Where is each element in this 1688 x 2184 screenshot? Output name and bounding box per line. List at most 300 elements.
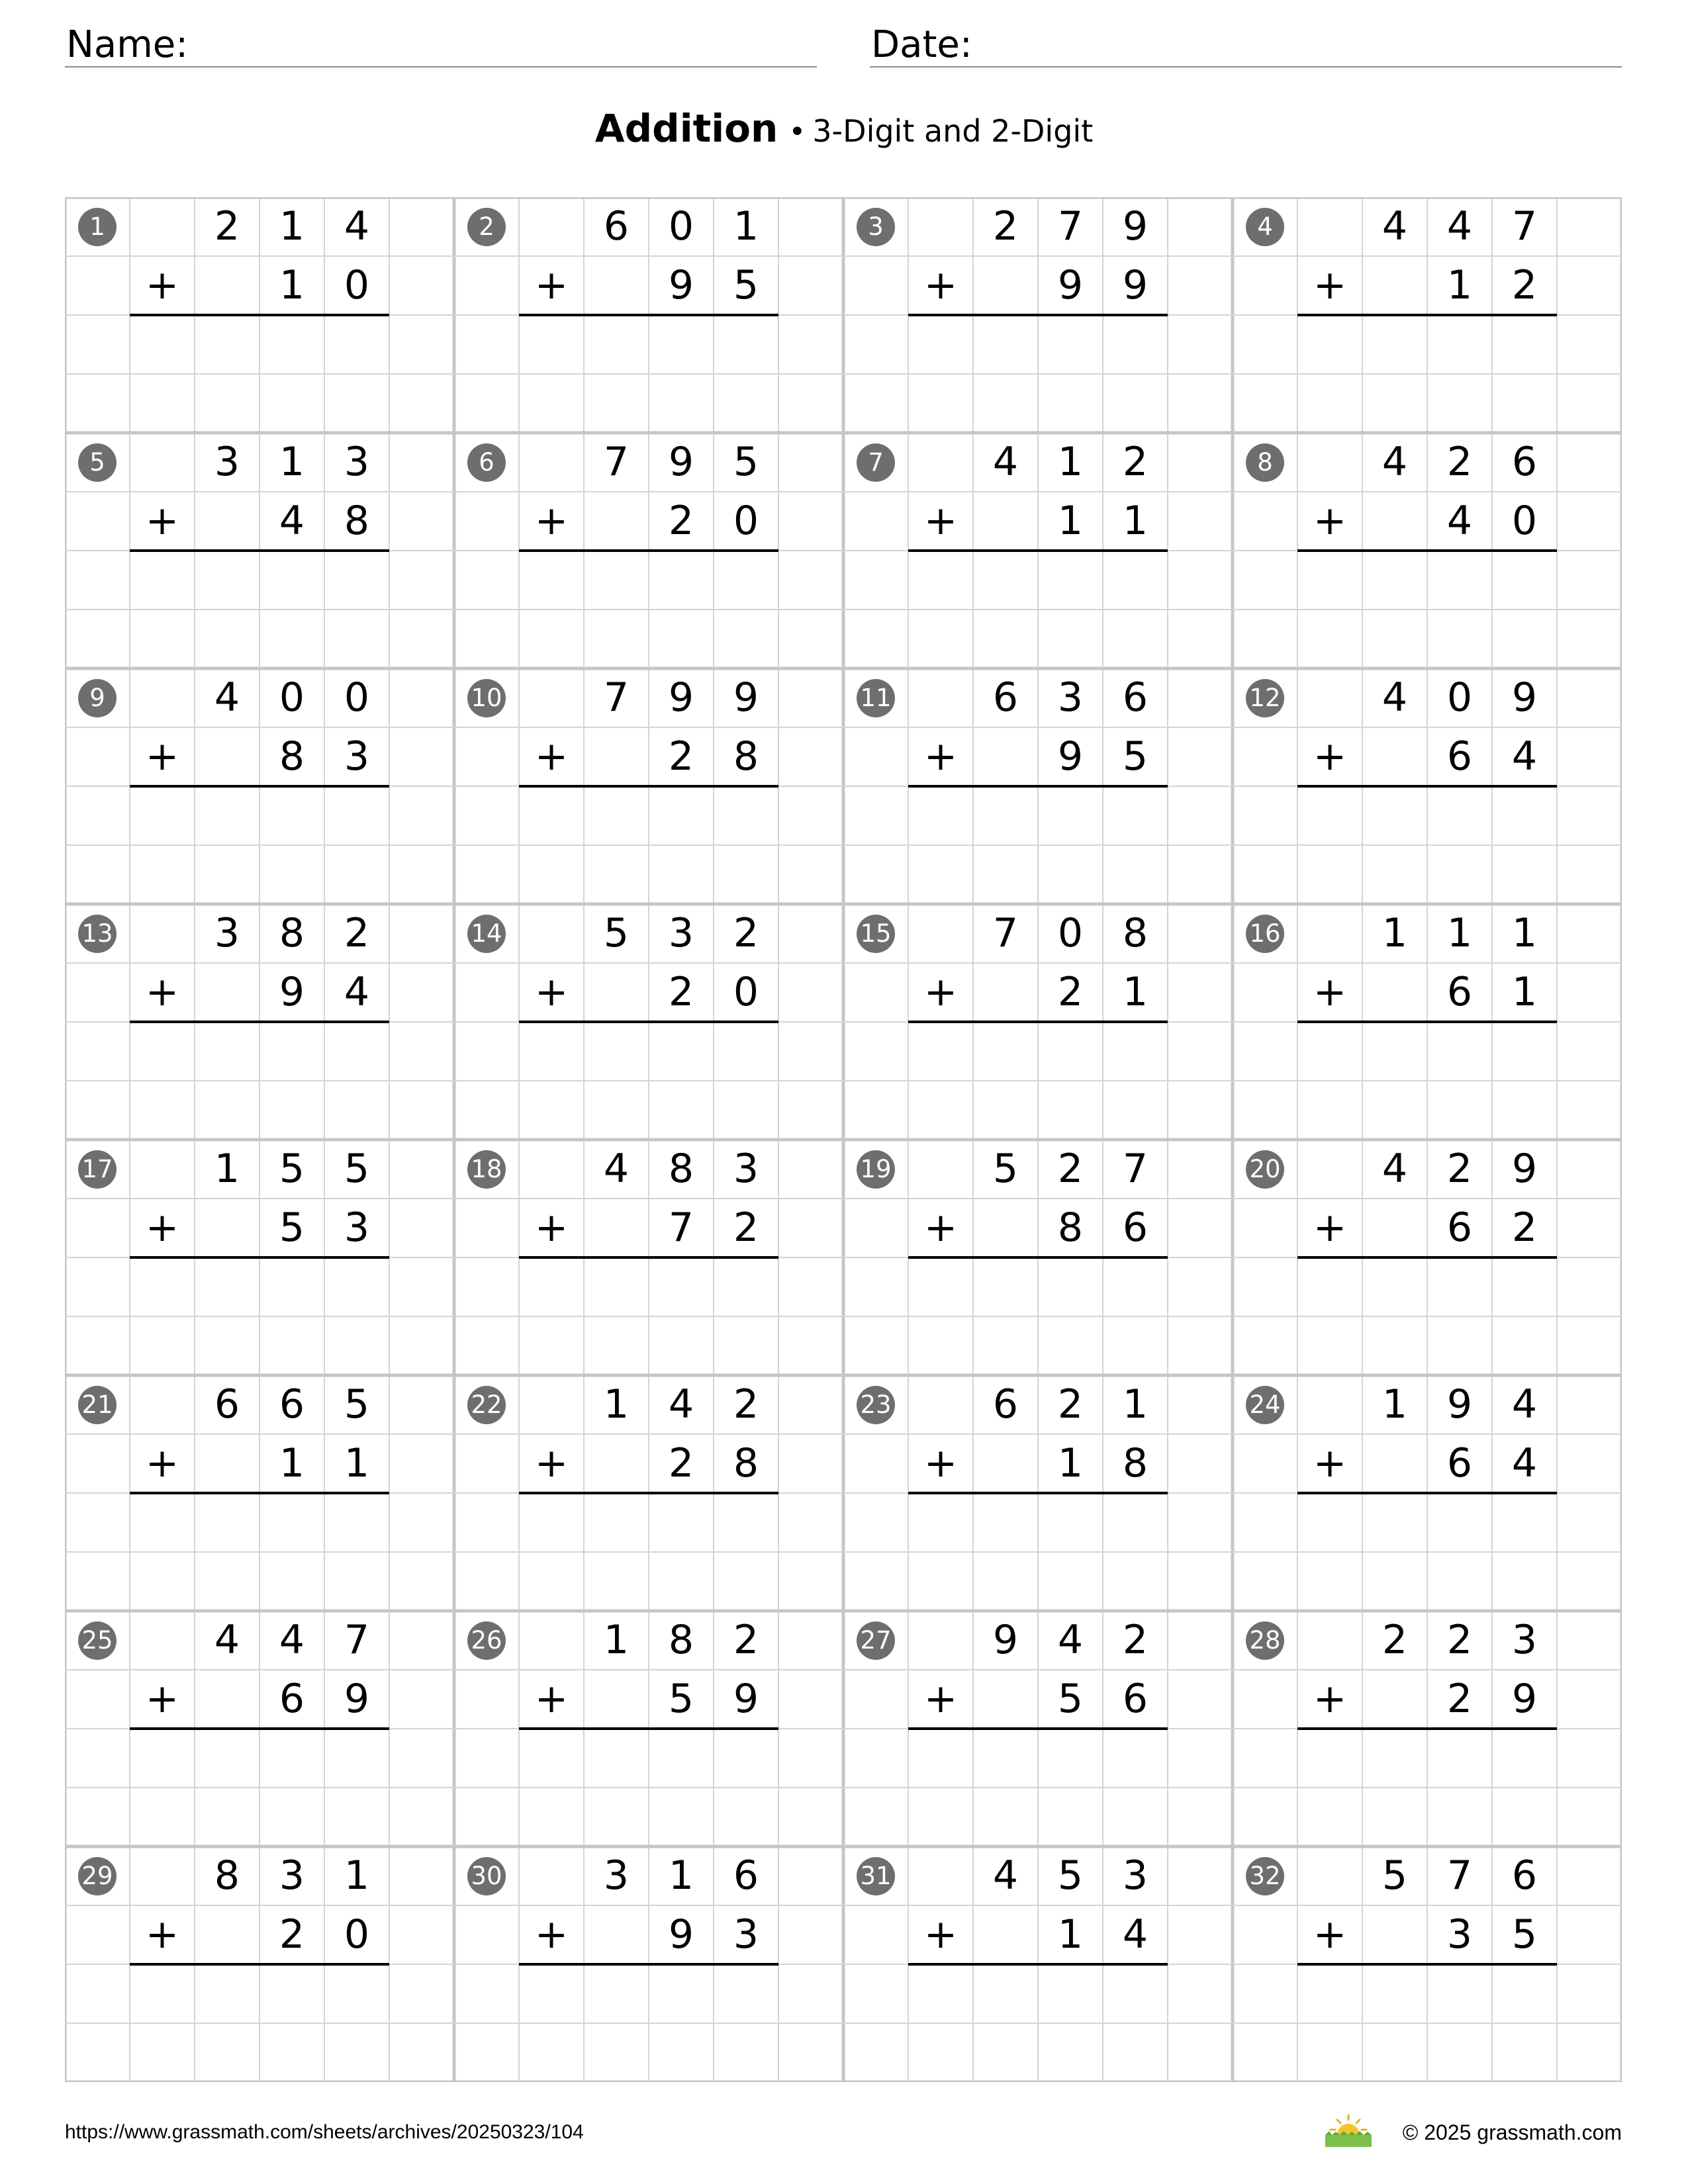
answer-cell[interactable] [1492, 553, 1557, 608]
answer-cell[interactable] [584, 553, 649, 608]
answer-cell[interactable] [324, 318, 389, 373]
title-main: Addition [594, 106, 778, 151]
problem-7 [843, 433, 1233, 668]
answer-cell[interactable] [1427, 1967, 1492, 2022]
problem-3 [843, 197, 1233, 433]
answer-cell[interactable] [1492, 789, 1557, 844]
problem-number-badge: 23 [857, 1386, 895, 1424]
bottom-digit: 2 [1057, 969, 1084, 1015]
top-digit: 5 [733, 439, 759, 485]
answer-cell[interactable] [324, 1967, 389, 2022]
answer-cell[interactable] [649, 1731, 714, 1786]
sum-line [130, 1256, 389, 1259]
sum-line [908, 1492, 1168, 1494]
answer-cell[interactable] [1297, 1024, 1362, 1079]
bottom-digit: 9 [1057, 262, 1084, 308]
answer-cell[interactable] [259, 1024, 324, 1079]
plus-sign: + [923, 733, 958, 780]
sum-line [519, 1727, 778, 1730]
top-digit: 1 [1122, 1381, 1149, 1428]
answer-cell[interactable] [1103, 318, 1168, 373]
top-digit: 9 [1446, 1381, 1473, 1428]
top-digit: 6 [279, 1381, 305, 1428]
bottom-digit: 2 [668, 969, 694, 1015]
plus-sign: + [145, 1205, 179, 1251]
bottom-digit: 8 [733, 733, 759, 780]
answer-cell[interactable] [1362, 553, 1427, 608]
answer-cell[interactable] [324, 1024, 389, 1079]
answer-cell[interactable] [519, 789, 584, 844]
answer-cell[interactable] [584, 1731, 649, 1786]
name-field[interactable] [65, 25, 817, 68]
answer-cell[interactable] [973, 1496, 1038, 1551]
top-digit: 2 [214, 203, 240, 250]
answer-cell[interactable] [1103, 789, 1168, 844]
top-digit: 4 [214, 674, 240, 721]
bottom-digit: 8 [1122, 1440, 1149, 1486]
answer-cell[interactable] [130, 553, 195, 608]
top-digit: 6 [733, 1852, 759, 1899]
top-digit: 1 [733, 203, 759, 250]
title-subtitle: 3-Digit and 2-Digit [812, 113, 1094, 149]
answer-cell[interactable] [519, 553, 584, 608]
answer-cell[interactable] [1362, 1731, 1427, 1786]
bottom-digit: 2 [1446, 1676, 1473, 1722]
top-digit: 3 [1511, 1617, 1538, 1663]
top-digit: 6 [1122, 674, 1149, 721]
answer-cell[interactable] [908, 1024, 973, 1079]
plus-sign: + [923, 1676, 958, 1722]
answer-cell[interactable] [195, 1967, 259, 2022]
answer-cell[interactable] [519, 1731, 584, 1786]
answer-cell[interactable] [519, 1024, 584, 1079]
answer-cell[interactable] [714, 318, 778, 373]
top-digit: 0 [279, 674, 305, 721]
answer-cell[interactable] [1492, 1496, 1557, 1551]
top-digit: 7 [603, 674, 630, 721]
answer-cell[interactable] [584, 318, 649, 373]
problem-number-badge: 21 [78, 1386, 117, 1424]
top-digit: 5 [344, 1381, 370, 1428]
answer-cell[interactable] [130, 1967, 195, 2022]
answer-cell[interactable] [1103, 1496, 1168, 1551]
top-digit: 1 [603, 1617, 630, 1663]
answer-cell[interactable] [1038, 1024, 1103, 1079]
sum-line [519, 1256, 778, 1259]
top-digit: 0 [1057, 910, 1084, 956]
bottom-digit: 8 [344, 498, 370, 544]
sum-line [130, 314, 389, 316]
answer-cell[interactable] [130, 318, 195, 373]
answer-cell[interactable] [973, 789, 1038, 844]
answer-cell[interactable] [584, 1024, 649, 1079]
sum-line [908, 314, 1168, 316]
bottom-digit: 8 [1057, 1205, 1084, 1251]
sum-line [908, 1256, 1168, 1259]
bottom-digit: 1 [279, 262, 305, 308]
plus-sign: + [1313, 1911, 1347, 1958]
sum-line [519, 549, 778, 552]
answer-cell[interactable] [908, 318, 973, 373]
top-digit: 2 [1122, 439, 1149, 485]
top-digit: 6 [214, 1381, 240, 1428]
bottom-digit: 4 [1511, 733, 1538, 780]
answer-cell[interactable] [130, 1024, 195, 1079]
answer-cell[interactable] [1362, 1967, 1427, 2022]
sum-line [130, 549, 389, 552]
answer-cell[interactable] [259, 1967, 324, 2022]
top-digit: 4 [1057, 1617, 1084, 1663]
problem-18 [454, 1140, 843, 1375]
top-digit: 6 [1511, 439, 1538, 485]
answer-cell[interactable] [519, 1260, 584, 1315]
top-digit: 5 [1057, 1852, 1084, 1899]
problem-23 [843, 1375, 1233, 1611]
sum-line [130, 1021, 389, 1023]
answer-cell[interactable] [1103, 1967, 1168, 2022]
answer-cell[interactable] [1427, 553, 1492, 608]
problem-14 [454, 904, 843, 1140]
top-digit: 7 [344, 1617, 370, 1663]
answer-cell[interactable] [584, 1967, 649, 2022]
sum-line [1297, 1963, 1557, 1966]
problem-number-badge: 8 [1246, 443, 1284, 482]
bottom-digit: 6 [1446, 1440, 1473, 1486]
answer-cell[interactable] [1103, 1024, 1168, 1079]
answer-cell[interactable] [519, 1967, 584, 2022]
date-field[interactable] [870, 25, 1622, 68]
bottom-digit: 3 [344, 1205, 370, 1251]
answer-cell[interactable] [259, 1260, 324, 1315]
plus-sign: + [534, 498, 569, 544]
problem-12 [1233, 668, 1622, 904]
problem-number-badge: 14 [467, 915, 506, 953]
answer-cell[interactable] [1038, 1731, 1103, 1786]
answer-cell[interactable] [973, 318, 1038, 373]
bottom-digit: 9 [1122, 262, 1149, 308]
bottom-digit: 1 [1511, 969, 1538, 1015]
answer-cell[interactable] [130, 1496, 195, 1551]
problem-30 [454, 1846, 843, 2082]
answer-cell[interactable] [1362, 789, 1427, 844]
bottom-digit: 5 [1511, 1911, 1538, 1958]
answer-cell[interactable] [1038, 1260, 1103, 1315]
answer-cell[interactable] [908, 1731, 973, 1786]
top-digit: 2 [992, 203, 1019, 250]
plus-sign: + [1313, 1205, 1347, 1251]
plus-sign: + [534, 1911, 569, 1958]
sum-line [519, 1492, 778, 1494]
bottom-digit: 5 [668, 1676, 694, 1722]
bottom-digit: 2 [279, 1911, 305, 1958]
answer-cell[interactable] [973, 1260, 1038, 1315]
top-digit: 1 [603, 1381, 630, 1428]
plus-sign: + [1313, 969, 1347, 1015]
top-digit: 1 [344, 1852, 370, 1899]
problem-6 [454, 433, 843, 668]
answer-cell[interactable] [649, 1496, 714, 1551]
top-digit: 7 [1446, 1852, 1473, 1899]
problem-number-badge: 27 [857, 1621, 895, 1660]
answer-cell[interactable] [1492, 1967, 1557, 2022]
top-digit: 2 [1382, 1617, 1408, 1663]
answer-cell[interactable] [973, 1024, 1038, 1079]
sum-line [519, 785, 778, 788]
top-digit: 2 [1446, 1146, 1473, 1192]
top-digit: 6 [1511, 1852, 1538, 1899]
answer-cell[interactable] [259, 1731, 324, 1786]
answer-cell[interactable] [1297, 789, 1362, 844]
answer-cell[interactable] [1103, 1731, 1168, 1786]
problem-26 [454, 1611, 843, 1846]
answer-cell[interactable] [1362, 318, 1427, 373]
answer-cell[interactable] [1038, 318, 1103, 373]
answer-cell[interactable] [1297, 1260, 1362, 1315]
answer-cell[interactable] [259, 1496, 324, 1551]
answer-cell[interactable] [584, 1496, 649, 1551]
answer-cell[interactable] [584, 1260, 649, 1315]
date-label: Date: [871, 23, 972, 66]
problem-number-badge: 25 [78, 1621, 117, 1660]
bottom-digit: 6 [1122, 1205, 1149, 1251]
top-digit: 4 [1382, 1146, 1408, 1192]
answer-cell[interactable] [195, 318, 259, 373]
answer-cell[interactable] [714, 553, 778, 608]
answer-cell[interactable] [908, 789, 973, 844]
answer-cell[interactable] [195, 789, 259, 844]
answer-cell[interactable] [908, 553, 973, 608]
answer-cell[interactable] [714, 789, 778, 844]
answer-cell[interactable] [130, 1731, 195, 1786]
bottom-digit: 9 [1511, 1676, 1538, 1722]
answer-cell[interactable] [1038, 1967, 1103, 2022]
top-digit: 3 [1057, 674, 1084, 721]
top-digit: 4 [1382, 439, 1408, 485]
answer-cell[interactable] [649, 318, 714, 373]
bottom-digit: 4 [1511, 1440, 1538, 1486]
answer-cell[interactable] [649, 1024, 714, 1079]
top-digit: 5 [603, 910, 630, 956]
top-digit: 4 [214, 1617, 240, 1663]
answer-cell[interactable] [259, 789, 324, 844]
answer-cell[interactable] [714, 1967, 778, 2022]
bottom-digit: 1 [1057, 1440, 1084, 1486]
answer-cell[interactable] [1297, 318, 1362, 373]
answer-cell[interactable] [1427, 1731, 1492, 1786]
answer-cell[interactable] [324, 1731, 389, 1786]
top-digit: 3 [214, 439, 240, 485]
answer-cell[interactable] [195, 1731, 259, 1786]
top-digit: 9 [1511, 1146, 1538, 1192]
answer-cell[interactable] [1038, 553, 1103, 608]
answer-cell[interactable] [1362, 1260, 1427, 1315]
problem-27 [843, 1611, 1233, 1846]
answer-cell[interactable] [649, 1967, 714, 2022]
answer-cell[interactable] [1427, 789, 1492, 844]
answer-cell[interactable] [1038, 1496, 1103, 1551]
top-digit: 4 [992, 1852, 1019, 1899]
answer-cell[interactable] [649, 1260, 714, 1315]
top-digit: 3 [733, 1146, 759, 1192]
plus-sign: + [145, 498, 179, 544]
problem-16 [1233, 904, 1622, 1140]
problem-number-badge: 12 [1246, 679, 1284, 717]
answer-cell[interactable] [714, 1024, 778, 1079]
answer-cell[interactable] [1103, 553, 1168, 608]
answer-cell[interactable] [1427, 1260, 1492, 1315]
answer-cell[interactable] [908, 1496, 973, 1551]
answer-cell[interactable] [519, 318, 584, 373]
answer-cell[interactable] [1038, 789, 1103, 844]
bottom-digit: 0 [344, 262, 370, 308]
answer-cell[interactable] [1103, 1260, 1168, 1315]
top-digit: 7 [1122, 1146, 1149, 1192]
top-digit: 4 [992, 439, 1019, 485]
sum-line [908, 1021, 1168, 1023]
top-digit: 6 [992, 1381, 1019, 1428]
top-digit: 9 [1122, 203, 1149, 250]
bottom-digit: 0 [344, 1911, 370, 1958]
bottom-digit: 9 [1057, 733, 1084, 780]
answer-cell[interactable] [649, 553, 714, 608]
top-digit: 3 [344, 439, 370, 485]
bottom-digit: 2 [1511, 262, 1538, 308]
answer-cell[interactable] [195, 1496, 259, 1551]
answer-cell[interactable] [1492, 1024, 1557, 1079]
answer-cell[interactable] [130, 1260, 195, 1315]
problems-area [65, 197, 1622, 2082]
answer-cell[interactable] [649, 789, 714, 844]
sum-line [908, 549, 1168, 552]
bottom-digit: 8 [279, 733, 305, 780]
answer-cell[interactable] [195, 553, 259, 608]
top-digit: 8 [214, 1852, 240, 1899]
answer-cell[interactable] [195, 1024, 259, 1079]
bottom-digit: 5 [279, 1205, 305, 1251]
answer-cell[interactable] [1297, 1496, 1362, 1551]
bottom-digit: 4 [279, 498, 305, 544]
answer-cell[interactable] [973, 553, 1038, 608]
problem-20 [1233, 1140, 1622, 1375]
sum-line [908, 785, 1168, 788]
answer-cell[interactable] [324, 1496, 389, 1551]
problem-number-badge: 31 [857, 1857, 895, 1895]
problem-31 [843, 1846, 1233, 2082]
answer-cell[interactable] [324, 789, 389, 844]
top-digit: 1 [1446, 910, 1473, 956]
answer-cell[interactable] [1297, 553, 1362, 608]
bottom-digit: 2 [668, 1440, 694, 1486]
problem-25 [65, 1611, 454, 1846]
answer-cell[interactable] [519, 1496, 584, 1551]
answer-cell[interactable] [973, 1731, 1038, 1786]
bottom-digit: 9 [279, 969, 305, 1015]
plus-sign: + [534, 1676, 569, 1722]
bottom-digit: 9 [733, 1676, 759, 1722]
answer-cell[interactable] [1492, 1260, 1557, 1315]
answer-cell[interactable] [1427, 1496, 1492, 1551]
top-digit: 5 [279, 1146, 305, 1192]
answer-cell[interactable] [259, 553, 324, 608]
problem-number-badge: 20 [1246, 1150, 1284, 1189]
answer-cell[interactable] [195, 1260, 259, 1315]
top-digit: 3 [279, 1852, 305, 1899]
top-digit: 1 [1382, 1381, 1408, 1428]
plus-sign: + [145, 262, 179, 308]
top-digit: 9 [668, 674, 694, 721]
answer-cell[interactable] [1297, 1731, 1362, 1786]
answer-cell[interactable] [1427, 318, 1492, 373]
answer-cell[interactable] [1492, 1731, 1557, 1786]
answer-cell[interactable] [1297, 1967, 1362, 2022]
answer-cell[interactable] [1362, 1496, 1427, 1551]
plus-sign: + [923, 498, 958, 544]
problem-28 [1233, 1611, 1622, 1846]
top-digit: 2 [344, 910, 370, 956]
answer-cell[interactable] [324, 1260, 389, 1315]
problem-17 [65, 1140, 454, 1375]
problem-15 [843, 904, 1233, 1140]
top-digit: 1 [1057, 439, 1084, 485]
top-digit: 3 [668, 910, 694, 956]
worksheet-title [0, 106, 1688, 151]
top-digit: 8 [1122, 910, 1149, 956]
top-digit: 9 [668, 439, 694, 485]
top-digit: 1 [1382, 910, 1408, 956]
bottom-digit: 3 [1446, 1911, 1473, 1958]
plus-sign: + [1313, 733, 1347, 780]
answer-cell[interactable] [324, 553, 389, 608]
answer-cell[interactable] [130, 789, 195, 844]
sum-line [519, 1021, 778, 1023]
sum-line [1297, 1727, 1557, 1730]
problem-number-badge: 13 [78, 915, 117, 953]
bottom-digit: 1 [344, 1440, 370, 1486]
sum-line [1297, 314, 1557, 316]
answer-cell[interactable] [1427, 1024, 1492, 1079]
problem-4 [1233, 197, 1622, 433]
answer-cell[interactable] [908, 1260, 973, 1315]
bottom-digit: 4 [1122, 1911, 1149, 1958]
problem-10 [454, 668, 843, 904]
problem-number-badge: 26 [467, 1621, 506, 1660]
top-digit: 9 [1511, 674, 1538, 721]
sum-line [908, 1727, 1168, 1730]
problem-number-badge: 29 [78, 1857, 117, 1895]
problem-number-badge: 19 [857, 1150, 895, 1189]
sum-line [1297, 549, 1557, 552]
problem-number-badge: 7 [857, 443, 895, 482]
answer-cell[interactable] [1362, 1024, 1427, 1079]
plus-sign: + [923, 1440, 958, 1486]
answer-cell[interactable] [714, 1260, 778, 1315]
top-digit: 2 [1122, 1617, 1149, 1663]
top-digit: 8 [668, 1617, 694, 1663]
answer-cell[interactable] [584, 789, 649, 844]
bottom-digit: 2 [668, 498, 694, 544]
plus-sign: + [1313, 498, 1347, 544]
answer-cell[interactable] [1492, 318, 1557, 373]
plus-sign: + [923, 969, 958, 1015]
answer-cell[interactable] [908, 1967, 973, 2022]
answer-cell[interactable] [973, 1967, 1038, 2022]
answer-cell[interactable] [714, 1731, 778, 1786]
plus-sign: + [1313, 1676, 1347, 1722]
problem-number-badge: 6 [467, 443, 506, 482]
answer-cell[interactable] [259, 318, 324, 373]
bottom-digit: 6 [279, 1676, 305, 1722]
answer-cell[interactable] [714, 1496, 778, 1551]
